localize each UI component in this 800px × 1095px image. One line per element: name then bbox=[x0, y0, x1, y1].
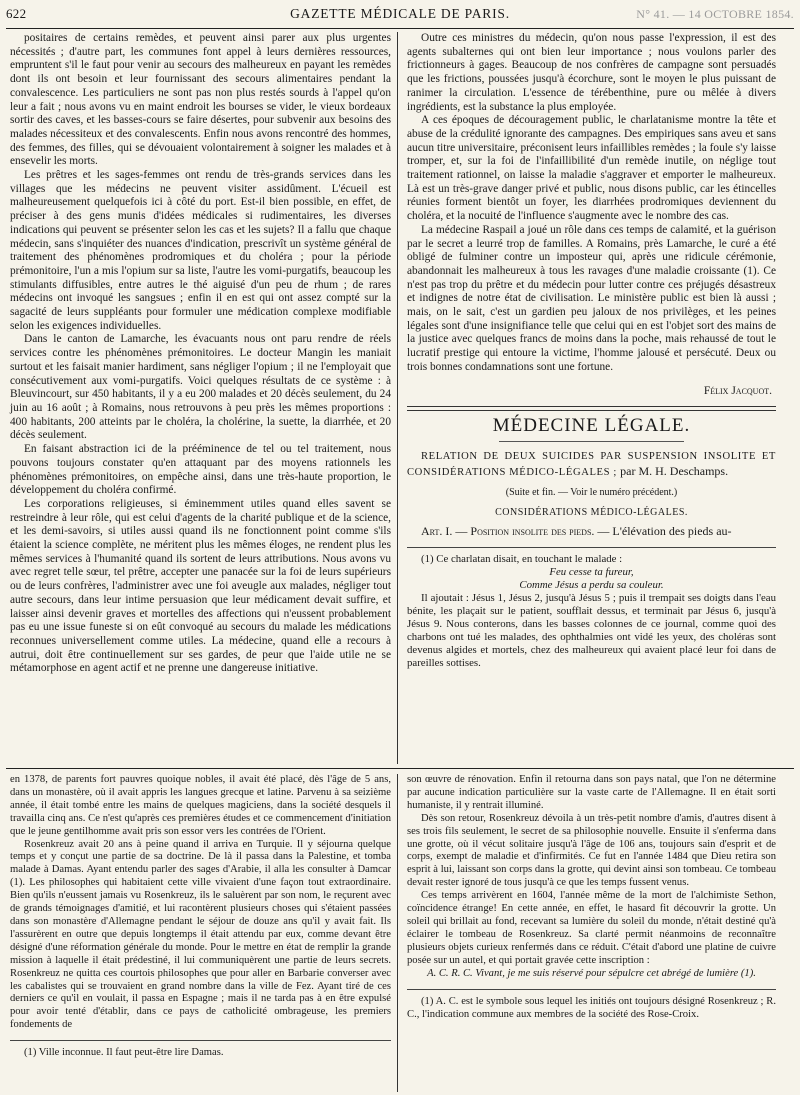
journal-title: GAZETTE MÉDICALE DE PARIS. bbox=[290, 6, 510, 21]
upper-section bbox=[6, 32, 794, 764]
inscription: A. C. R. C. Vivant, je me suis réservé pour sépulcre cet abrégé de lumière (1). bbox=[427, 967, 756, 979]
issue-date: N° 41. — 14 OCTOBRE 1854. bbox=[636, 6, 794, 21]
article-opening bbox=[407, 525, 776, 539]
paragraph: Dans le canton de Lamarche, les évacuants nous ont paru rendre de réels services contre les phénomènes prémonitoires. Le docteur Mangin les maniait surtout et les faisait manier hardiment, sans négliger l'opium ; il ne l'employait que consécutivement aux vomi-purgatifs. Voici quelques résultats de ce système : à Bleuvincourt, sur 450 habitants, il y a eu 200 malades et 20 décès seulement, du 24 juin au 16 août ; à Romains, nous retrouvons à peu près les mêmes proportions : 400 habitants, 200 atteints par le choléra, la cholérine, la suette, la diarrhée, et 20 décès seulement. bbox=[10, 333, 391, 442]
footnote-rule bbox=[407, 989, 776, 990]
feuilleton-right-column bbox=[398, 774, 780, 1092]
footnote-rule bbox=[10, 1040, 391, 1041]
feuilleton-left-column bbox=[6, 774, 398, 1092]
continuation-note: (Suite et fin. — Voir le numéro précédent.) bbox=[505, 486, 678, 498]
footnote-verse: Comme Jésus a perdu sa couleur. bbox=[519, 579, 664, 592]
paragraph: en 1378, de parents fort pauvres quoique nobles, il avait été placé, dès l'âge de 5 ans, dans un monastère, où il avait appris les langues grecque et latine. Parvenu à sa seizième année, il était tombé entre les mains de quelques magiciens, dans la société desquels il travailla cinq ans. Ce n'est qu'après ces premières études et ce commencement d'initiation que le jeune gentilhomme avait pris son essor vers les contrées de l'Orient. bbox=[10, 774, 391, 837]
page-number: 622 bbox=[6, 6, 27, 21]
paragraph: Les corporations religieuses, si éminemment utiles quand elles savent se restreindre à leur rôle, qui est celui d'agents de la charité publique et de la science, et les demi-savoirs, si utiles aussi quand ils ne fonctionnent point comme s'ils étaient la science complète, ne méritent plus les mêmes éloges, ne rendent plus les mêmes services à l'humanité quand ils sortent de leurs attributions. Nous avons vu avec regret telle sœur, tel prêtre, accepter une panacée sur la foi de leurs supérieurs ou de leurs confrères, l'administrer avec une foi aveugle aux malades, négliger tout autre secours, dans leur intime persuasion que leur médicament devait suffire, et laisser ainsi devenir graves et mortelles des affections qui n'eussent probablement pas eu une issue funeste si on eût convoqué au secours du malade les médications reconnues universellement comme utiles. La médecine, quand elle a recours à autrui, doit être continuellement sur ses gardes, de peur que l'aide utile ne se métamorphose en agent actif et ne prenne une dangereuse initiative. bbox=[10, 497, 391, 675]
paragraph: Ces temps arrivèrent en 1604, l'année même de la mort de l'alchimiste Sethon, coïncidence étrange! En cette année, en effet, le hasard fit découvrir la grotte. Un soleil qui brillait au fond, recevant sa lumière du soleil du monde, n'était destiné qu'à éclairer le tombeau de Rosenkreuz. Sa clarté permit néanmoins de reconnaître plusieurs objets curieux renfermés dans ce réduit. C'était d'abord une platine de cuivre posée sur un autel, et qui portait gravée cette inscription : bbox=[407, 890, 776, 966]
footnote: (1) A. C. est le symbole sous lequel les initiés ont toujours désigné Rosenkreuz ; R. C., l'indication commune aux membres de la société des Rose-Croix. bbox=[407, 995, 776, 1020]
footnote-verse: Feu cesse ta fureur, bbox=[549, 566, 634, 579]
footnote-intro: (1) Ce charlatan disait, en touchant le malade : bbox=[421, 553, 623, 566]
author-signature: Félix Jacquot. bbox=[703, 384, 772, 397]
footnote-rule bbox=[407, 547, 776, 548]
section-divider bbox=[407, 406, 776, 411]
paragraph: La médecine Raspail a joué un rôle dans ces temps de calamité, et la guérison par le secret a leurré trop de familles. A Romains, près Lamarche, le curé a été obligé de fulminer contre un imposteur qui, après une ridicule cérémonie, abandonnait les malheureux à tous les ravages d'une maladie croissante (1). Ce n'est pas trop du prêtre et du médecin pour lutter contre ces préjugés désastreux et indignes de notre état de civilisation. Le ministère public est bien là aussi ; mais, on le sait, c'est un gardien peu jaloux de nos privilèges, et les peines légales sont d'une insignifiance telle que celui qui en est l'objet sort des mains de la justice avec quelques francs de moins dans la poche, mais rehaussé de tout le lucratif prestige qui entoure la victime, l'homme jalousé et persécuté. Deux ou trois bonnes condamnations sont une fortune. bbox=[407, 223, 776, 373]
footnote-body: Il ajoutait : Jésus 1, Jésus 2, jusqu'à Jésus 5 ; puis il trempait ses doigts dans l'eau bénite, les plaçait sur le patient, soufflait dessus, et terminait par Jésus 6, jusqu'à Jésus 9. Nous conterons, dans les basses colonnes de ce journal, comme quoi des charbons ont tué les malades, des ophthalmies ont vidé les yeux, des choléras sont devenus algides et mortels, chez des malheureux qui avaient placé leur foi dans de pareilles sottises. bbox=[407, 592, 776, 670]
paragraph: Les prêtres et les sages-femmes ont rendu de très-grands services dans les villages que les médecins ne peuvent visiter assidûment. L'écueil est malheureusement quelquefois ici à côté du port. Est-il bien possible, en effet, de préciser à des gens munis d'idées médicales si rudimentaires, les diverses indications qui peuvent se présenter selon les cas et les sujets? Il a fallu que chaque médecin, sans s'inquiéter des nuances d'indication, prescrivît un système général de traitement des phénomènes prodromiques et du choléra ; pour la période prémonitoire, l'un a mis l'opium sur sa liste, l'autre les vomi-purgatifs, beaucoup les stimulants diffusibles, entre autres le thé aiguisé d'un peu de rhum ; de rares médecins ont invoqué les sangsues ; enfin il en est qui ont assez compté sur la sagacité de leurs suppléants pour formuler une médication complexe modifiable selon les exigences individuelles. bbox=[10, 169, 391, 332]
heading-rule bbox=[499, 441, 684, 442]
right-column bbox=[398, 32, 780, 764]
left-column bbox=[6, 32, 398, 764]
paragraph: son œuvre de rénovation. Enfin il retourna dans son pays natal, que l'on ne détermine par aucune indication particulière sur la vaste carte de l'Allemagne. Il en était sorti humaniste, il y rentrait illuminé. bbox=[407, 774, 776, 811]
running-head bbox=[6, 0, 794, 29]
article-opening-text: — L'élévation des pieds au- bbox=[597, 524, 732, 539]
paragraph: A ces époques de découragement public, le charlatanisme montre la tête et abuse de la crédulité ignorante des campagnes. Des empiriques sans aveu et sans aucun titre universitaire, préconisent leurs infaillibles remèdes ; la foule s'y laisse tromper, et, sur la foi de l'infaillibilité d'un remède inutile, on néglige tout traitement rationnel, on laisse la maladie s'aggraver et emporter le malheureux. Là est un très-grave danger privé et public, nous disons public, car les étincelles réunies forment bientôt un foyer, les diarrhées prodromiques deviennent du choléra, et la nocuité de l'influence s'augmente avec le nombre des cas. bbox=[407, 114, 776, 223]
paragraph: Rosenkreuz avait 20 ans à peine quand il arriva en Turquie. Il y séjourna quelque temps et y conçut une partie de sa doctrine. De là il passa dans la Palestine, et tomba malade à Damas. Ayant entendu parler des sages d'Arabie, il alla les consulter à Damcar (1). Les philosophes qui habitaient cette ville vivaient d'une façon tout extraordinaire. Bien qu'ils n'eussent jamais vu Rosenkreuz, ils le saluèrent par son nom, le reçurent avec de grands témoignages d'amitié, et lui racontèrent plusieurs choses qui s'étaient passées dans son monastère d'Allemagne pendant le séjour de douze ans qu'il y avait fait. Ils l'assurèrent en outre que depuis longtemps il était attendu par eux, comme devant être désigné d'une réformation générale du monde. Pour le mettre en état de remplir la grande mission à laquelle il était prédestiné, il lui communiquèrent une partie de leurs secrets. Rosenkreuz ne quitta ces courtois philosophes que pour aller en Barbarie converser avec les cabalistes qui se trouvaient en grand nombre dans la ville de Fez. Ayant tiré de ces derniers ce qu'il en voulait, il passa en Espagne ; mais il ne tarda pas à en être expulsé pour avoir tenté d'établir, dans ce pays de catholicité ombrageuse, les premiers fondements de bbox=[10, 838, 391, 1031]
article-title bbox=[407, 450, 776, 480]
feuilleton-divider bbox=[6, 768, 794, 769]
article-title-text: RELATION DE DEUX SUICIDES PAR SUSPENSION INSOLITE ET CONSIDÉRATIONS MÉDICO-LÉGALES ; bbox=[407, 450, 776, 478]
paragraph: Dès son retour, Rosenkreuz dévoila à un très-petit nombre d'amis, d'autres disent à ses trois fils seulement, le secret de sa philosophie nouvelle. Ensuite il s'enferma dans une grotte, où il vécut solitaire jusqu'à l'âge de 106 ans, toujours sain d'esprit et de corps, exempt de maladie et d'infirmités. Ce fut en l'année 1484 que Dieu retira son esprit à lui, laissant son corps dans la grotte, qui devint ainsi son tombeau. Ce tombeau devait rester ignoré de tous jusqu'à ce que les temps fussent venus. bbox=[407, 812, 776, 889]
footnote bbox=[407, 553, 776, 670]
paragraph: positaires de certains remèdes, et peuvent ainsi parer aux plus urgentes nécessités ; d'autre part, les communes font appel à leurs dernières ressources, empruntent s'il le faut pour venir au secours des malheureux en payant les remèdes dont ils ont besoin et leur fournissant des secours alimentaires pendant la convalescence. Les particuliers ne sont pas non plus restés sourds à l'appel qu'on leur a fait ; nous avons vu en maint endroit les bourses se vider, le vieux bordeaux sortir des caves, et les basses-cours se faire désertes, pour subvenir aux besoins des malades nécessiteux et des convalescents. Enfin nous avons rencontré des hommes, des femmes, des filles, qui se dévouaient volontairement à soigner les malades et à ensevelir les morts. bbox=[10, 32, 391, 168]
subheading: CONSIDÉRATIONS MÉDICO-LÉGALES. bbox=[495, 506, 688, 518]
paragraph: Outre ces ministres du médecin, qu'on nous passe l'expression, il est des agents subalternes qui ont bien leur importance ; nous voulons parler des frictionneurs à gages. Beaucoup de nos confrères de campagne sont persuadés que les frictions, poussées jusqu'à écorchure, sont le moyen le plus puissant de ranimer la circulation. L'essence de térébenthine, pure ou mêlée à divers ingrédients, est la substance la plus employée. bbox=[407, 32, 776, 113]
feuilleton-section bbox=[6, 774, 794, 1092]
article-label: Art. I. — Position insolite des pieds. bbox=[421, 524, 595, 539]
paragraph: En faisant abstraction ici de la prééminence de tel ou tel traitement, nous pouvons toujours constater qu'en attaquant par des moyens rationnels les phénomènes prémonitoires, on empêche ainsi, dans une très-haute proportion, le développement du choléra confirmé. bbox=[10, 443, 391, 497]
section-heading: MÉDECINE LÉGALE. bbox=[492, 415, 691, 437]
footnote: (1) Ville inconnue. Il faut peut-être lire Damas. bbox=[24, 1047, 224, 1059]
article-author: par M. H. Deschamps. bbox=[620, 463, 729, 478]
